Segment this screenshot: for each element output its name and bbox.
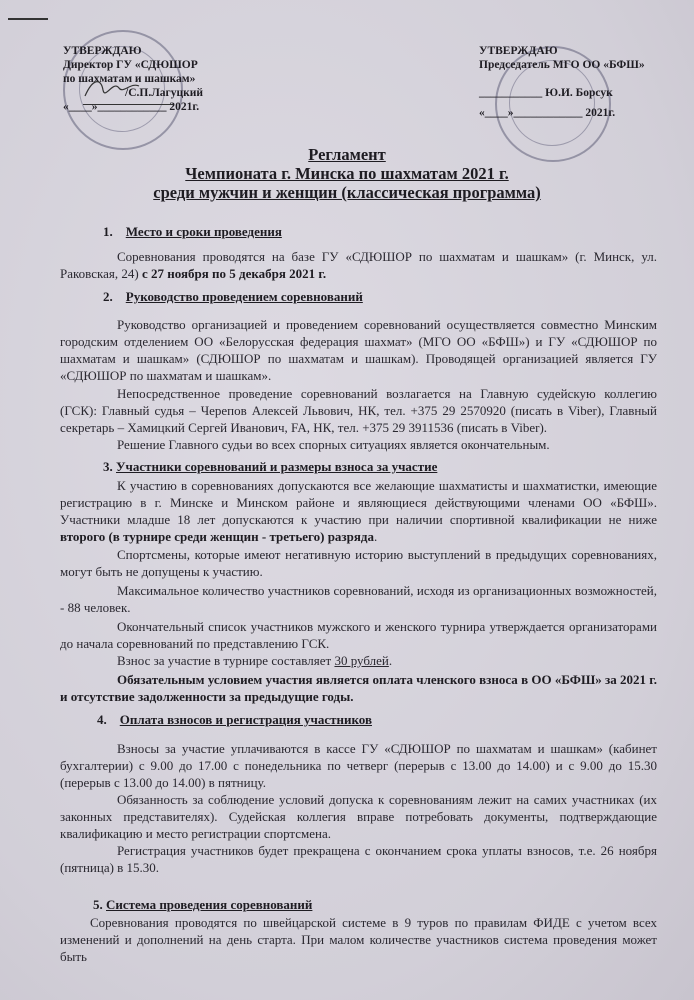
document-subtitle-2: среди мужчин и женщин (классическая программа) [153,183,541,202]
signature [83,82,173,105]
section-3-paragraph-1 [60,477,657,545]
section-3-paragraph-4 [60,618,657,652]
section-2-paragraph-3 [60,436,657,453]
paragraph-text: Спортсмены, которые имеют негативную историю выступлений в предыдущих соревнованиях, могут быть не допущены к участию. [60,547,657,579]
event-dates: с 27 ноября по 5 декабря 2021 г. [141,266,327,281]
paragraph-text: Регистрация участников будет прекращена с окончанием срока уплаты взносов, т.е. 26 ноября (пятница) в 15.30. [60,843,657,875]
section-4-heading [97,712,372,728]
paragraph-text: Решение Главного судьи во всех спорных ситуациях является окончательным. [117,437,550,452]
paragraph-text: Взнос за участие в турнире составляет [117,653,335,668]
paragraph-text: Максимальное количество участников соревнований, исходя из организационных возможностей, - 88 человек. [60,583,657,615]
section-2-paragraph-1 [60,316,657,384]
section-3-heading [103,459,437,475]
approval-position-cont: по шахматам и шашкам» [63,73,196,85]
paragraph-text: Взносы за участие уплачиваются в кассе ГУ «СДЮШОР по шахматам и шашкам» (кабинет бухгалтерии) с 9.00 до 17.00 с понедельника по четверг (перерыв с 13.00 до 14.00) и с 9.00 до 15.30 (перерыв с 13.00 до 14.00) в пятницу. [60,741,657,790]
section-title: Место и сроки проведения [125,224,282,239]
section-2-heading [103,289,363,305]
paragraph-text: К участию в соревнованиях допускаются все желающие шахматисты и шахматистки, имеющие регистрацию в г. Минске и Минском районе и являющиеся действующими членами ОО «БФШ». Участники младше 18 лет допускаются к участию при наличии спортивной квалификации не ниже [60,478,657,527]
approval-position: Директор ГУ «СДЮШОР [63,59,198,71]
approval-signer: /С.П.Лагуцкий [125,87,203,99]
entry-fee: 30 рублей [334,653,389,668]
section-1-heading [103,224,282,240]
section-title: Руководство проведением соревнований [125,289,363,304]
paragraph-end: . [374,529,378,544]
section-number: 3. [103,459,113,474]
approval-date: «____»____________ 2021г. [63,101,200,113]
paragraph-text: Соревнования проводятся по швейцарской системе в 9 туров по правилам ФИДЕ с учетом всех изменений и дополнений на день старта. При малом количестве участников система проведения может быть [60,915,657,964]
paragraph-end: . [388,653,393,668]
section-3-paragraph-3 [60,582,657,616]
section-5-paragraph-1 [60,914,657,965]
corner-mark [8,18,48,20]
section-number: 4. [97,712,107,727]
document-title: Регламент [308,145,386,164]
qualification-requirement: второго (в турнире среди женщин - третьего) разряда [60,529,374,544]
section-4-paragraph-2 [60,791,657,842]
section-title: Система проведения соревнований [106,897,313,912]
section-3-paragraph-5 [60,652,657,669]
section-4-paragraph-3 [60,842,657,876]
paragraph-text: Непосредственное проведение соревнований возлагается на Главную судейскую коллегию (ГСК): Главный судья – Черепов Алексей Львович, НК, тел. +375 29 2570920 (писать в Viber), Главный секретарь – Хамицкий Сергей Иванович, FA, НК, тел. +375 29 3911536 (писать в Viber). [60,386,657,435]
approval-date: «____»____________ 2021г. [479,107,616,119]
approval-heading: УТВЕРЖДАЮ [479,45,558,57]
paragraph-text: Окончательный список участников мужского и женского турнира утверждается организаторами до начала соревнований по представлению ГСК. [60,619,657,651]
section-1-paragraph [60,248,657,282]
approval-block-right [479,44,645,120]
section-number: 5. [93,897,103,912]
section-4-paragraph-1 [60,740,657,791]
paragraph-text: Руководство организацией и проведением соревнований осуществляется совместно Минским городским отделением ОО «Белорусская федерация шахмат» (МГО ОО «БФШ») и ГУ «СДЮШОР по шахматам и шашкам» (СДЮШОР по шахматам и шашкам). Проводящей организацией является ГУ «СДЮШОР по шахматам и шашкам». [60,317,657,383]
section-title: Участники соревнований и размеры взноса за участие [116,459,438,474]
section-3-paragraph-6 [60,671,657,705]
section-2-paragraph-2 [60,385,657,436]
document-subtitle: Чемпионата г. Минска по шахматам 2021 г. [185,164,509,183]
paragraph-text: Обязанность за соблюдение условий допуска к соревнованиям лежит на самих участниках (их законных представителях). Судейская коллегия вправе потребовать документы, подтверждающие квалификацию и место регистрации спортсмена. [60,792,657,841]
paragraph-text: Соревнования проводятся на базе ГУ «СДЮШОР по шахматам и шашкам» (г. Минск, ул. Раковская, 24) [60,249,657,281]
approval-signer: ___________ Ю.И. Борсук [479,87,613,99]
section-3-paragraph-2 [60,546,657,580]
section-number: 1. [103,224,113,239]
approval-heading: УТВЕРЖДАЮ [63,45,142,57]
approval-position: Председатель МГО ОО «БФШ» [479,59,645,71]
section-5-heading [93,897,312,913]
paragraph-text: Обязательным условием участия является оплата членского взноса в ОО «БФШ» за 2021 г. и отсутствие задолженности за предыдущие годы. [60,672,657,704]
section-title: Оплата взносов и регистрация участников [119,712,372,727]
section-number: 2. [103,289,113,304]
